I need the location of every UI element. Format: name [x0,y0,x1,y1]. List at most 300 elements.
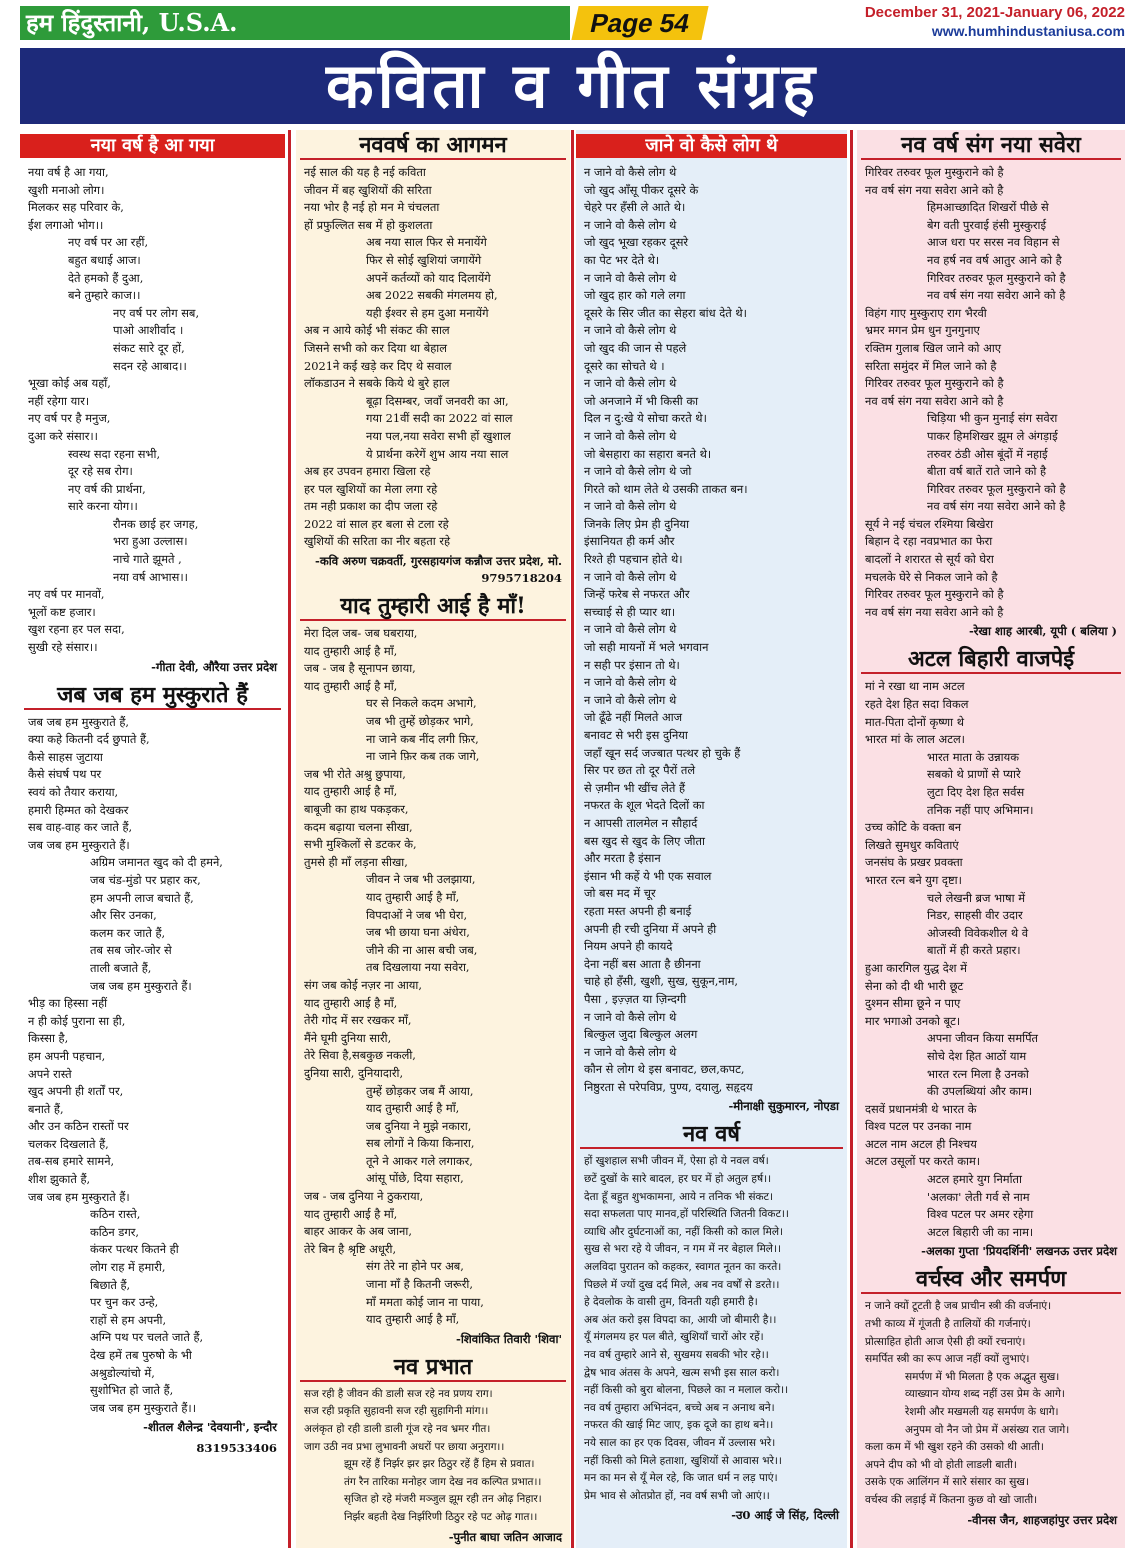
poem-line: तेरे सिवा है,सबकुछ नकली, [304,1048,416,1063]
poem-line: बातों में ही करते प्रहार। [927,943,1021,958]
poem-line: न जाने वो कैसे लोग थे [584,165,677,179]
poem-title: नव वर्ष [580,1121,843,1149]
poem-line: सच्चाई से ही प्यार था। [584,604,676,619]
poem-line: भरा हुआ उल्लास। [113,534,188,549]
poem-line: निडर, साहसी वीर उदार [927,908,1023,923]
poem-line: विश्व पटल पर अमर रहेगा [927,1207,1034,1222]
poem-line: यूँ मंगलमय हर पल बीते, खुशियाँ चारों ओर रहें। [584,1331,764,1344]
poem-line: तब दिखलाया नया सवेरा, [366,960,470,975]
poem-line: नया पल,नया सवेरा सभी हों खुशाल [366,428,511,443]
poem-line: बनाते हैं, [28,1101,64,1116]
poem-body [857,1298,1125,1509]
poem-line: न जाने वो कैसे लोग थे [584,323,677,338]
poem-line: घर से निकले कदम अभागे, [366,696,477,711]
poem-line: न जाने वो कैसे लोग थे [584,692,677,707]
poem-body [296,625,570,1329]
column-divider [288,130,291,1548]
poem-line: इंसान भी कहें ये भी एक सवाल [584,868,712,883]
poem-line: न ही कोई पुराना सा ही, [28,1013,126,1028]
poem-line: लिखते सुमधुर कविताएं [865,837,959,852]
poem-line: ये प्रार्थना करेगें शुभ आय नया साल [366,446,509,461]
poem-line: चलकर दिखलाते हैं, [28,1136,109,1151]
poem-line: लोग राह में हमारी, [90,1260,166,1275]
poem-line: गया 21वीं सदी का 2022 वां साल [366,411,513,426]
poem-title: जाने वो कैसे लोग थे [576,134,847,158]
poem-line: नव हर्ष नव वर्ष आतुर आने को है [927,252,1062,267]
poem-title: नववर्ष का आगमन [300,132,566,160]
poem-line: गिरिवर तरुवर फूल मुस्कुराने को है [865,165,1004,179]
poem-line: न जाने वो कैसे लोग थे [584,217,677,232]
poem-line: कलम कर जाते हैं, [90,925,166,940]
poem-author: -पुनीत बाघा जतिन आजाद [448,1529,562,1544]
poem-line: न जाने वो कैसे लोग थे [584,622,677,637]
poem-line: सुखी रहे संसार।। [28,640,98,655]
poem-line: अटल हमारे युग निर्माता [927,1172,1022,1187]
poem-body [576,164,847,1096]
column-3 [576,130,847,1548]
poem-line: तम नही प्रकाश का दीप जला रहे [304,499,438,514]
poem-line: दूसरे के सिर जीत का सेहरा बांध देते थे। [584,305,747,320]
poem-line: भारत रत्न बने युग दृष्टा। [865,872,962,887]
poem-line: बाहर आकर के अब जाना, [304,1224,412,1239]
poem-line: बेग वती पुरवाई हंसी मुस्कुराई [927,217,1047,232]
poem-line: समर्पित स्त्री का रूप आज नहीं क्यों लुभाएं। [865,1353,1030,1366]
poem-line: याद तुम्हारी आई है माँ, [366,889,460,904]
poem-line: अब न आये कोई भी संकट की साल [304,323,450,338]
poem-line: रहते देश हित सदा विकल [865,697,969,712]
poem-title: नया वर्ष है आ गया [20,134,285,158]
poem-line: सभी मुश्किलों से डटकर के, [304,837,417,852]
poem-line: जो खुद भूखा रहकर दूसरे [584,235,689,250]
poem-line: अब नया साल फिर से मनायेंगे [366,235,487,250]
poem-line: नव वर्ष संग नया सवेरा आने को है [927,499,1066,514]
poem-line: तनिक नहीं पाए अभिमान। [927,802,1034,817]
poem-line: भारत माता के उन्नायक [927,749,1019,764]
poem-line: चेहरे पर हँसी ले आते थे। [584,200,686,215]
poem-line: चाहे हो हँसी, खुशी, सुख, सुकून,नाम, [584,974,739,989]
poem-line: मेरा दिल जब- जब घबराया, [304,626,418,641]
poem-line: कला कम में भी खुश रहने की उसको थी आती। [865,1441,1044,1454]
poem-line: न जाने वो कैसे लोग थे [584,428,677,443]
poem-line: बस खुद से खुद के लिए जीता [584,833,705,848]
poem-line: और मरता है इंसान [584,851,661,866]
poem-line: नये साल का हर एक दिवस, जीवन में उल्लास भरे। [584,1436,776,1449]
poem-author: -शिवांकित तिवारी 'शिवा' [456,1331,562,1346]
poem-line: हुआ कारगिल युद्ध देश में [865,960,967,975]
poem-line: देना नहीं बस आता है छीनना [584,956,701,971]
poem-author: -अलका गुप्ता 'प्रियदर्शिनी' लखनऊ उत्तर प्रदेश [921,1244,1117,1259]
poem-line: नया भोर है नई हो मन मे चंचलता [304,200,440,215]
poem-line: छटें दुखों के सारे बादल, हर घर में हो अतुल हर्ष।। [584,1173,772,1186]
poem-line: कठिन डगर, [90,1224,140,1239]
poem-line: दुश्मन सीमा छूने न पाए [865,996,961,1011]
poem-line: दिल न दु:खे ये सोचा करते थे। [584,411,707,426]
poem-line: समर्पण में भी मिलता है एक अद्भुत सुख। [905,1370,1060,1383]
poem-line: राहों से हम अपनी, [90,1312,167,1327]
poem-line: सेना को दी थी भारी छूट [865,978,964,993]
poem-line: नियम अपने ही कायदे [584,939,673,954]
poem-line: आज धरा पर सरस नव विहान से [927,235,1060,250]
poem-line: से ज़मीन भी खींच लेते हैं [584,780,686,795]
poem-line: वर्चस्व की लड़ाई में कितना कुछ वो खो जाती। [865,1493,1038,1506]
poem-line: नहीं रहेगा यार। [28,393,90,408]
poem-line: नए वर्ष पर आ रहीं, [68,235,149,250]
poem-line: पिछले में ज्यों दुख दर्द मिले, अब नव वर्षों से डरते।। [584,1278,780,1291]
column-divider [571,130,574,1548]
poem-line: और सिर उनका, [90,908,157,923]
column-divider [850,130,853,1548]
poem-line: ताली बजाते हैं, [90,960,152,975]
poem-line: सूर्य ने नई चंचल रश्मिया बिखेरा [865,516,994,531]
poem-line: कैसे संघर्ष पथ पर [28,767,102,782]
poem-line: नए वर्ष पर मानवों, [28,587,105,602]
page-header [20,4,1125,42]
poem-line: अपने दीप को भी वो होती लाडली बाती। [865,1458,1017,1471]
poem-line: जब चंड-मुंडो पर प्रहार कर, [90,872,201,887]
website-link[interactable]: www.humhindustaniusa.com [931,23,1125,39]
poem-line: जीवन ने जब भी उलझाया, [366,872,476,887]
poem-line: न जाने वो कैसे लोग थे [584,1009,677,1024]
poem-author: -मीनाक्षी सुकुमारन, नोएडा [728,1099,839,1114]
poem-line: देख हमें तब पुरुषो के भी [90,1348,192,1362]
column-2 [296,130,570,1548]
poem-line: नए वर्ष की प्रार्थना, [68,481,146,496]
poem-line: देते हमको हैं दुआ, [68,270,144,285]
poem-line: दसवें प्रधानमंत्री थे भारत के [865,1101,977,1116]
poem-line: झूम रहें हैं निर्झर झर झर ठिठुर रहें हैं हिम से प्रवात। [344,1458,535,1471]
poem-line: रहता मस्त अपनी ही बनाई [584,903,692,918]
poem-line: दूर रहे सब रोग। [68,464,133,479]
poem-body [857,164,1125,621]
poem-line: सोचे देश हित आठों याम [927,1048,1027,1063]
poem-line: रक्तिम गुलाब खिल जाने को आए [865,340,1002,355]
poem-line: तभी काव्य में गूंजती है तालियों की गर्जनाएं। [865,1318,1031,1331]
poem-line: तुमसे ही माँ लड़ना सीखा, [304,854,408,869]
poem-line: अनुपम वो नैन जो प्रेम में असंख्य रात जागे। [905,1423,1070,1436]
poem-line: अपनें कर्तव्यों को याद दिलायेंगे [366,270,491,285]
poem-line: अटल नाम अटल ही निश्चय [865,1136,977,1151]
poem-line: जनसंघ के प्रखर प्रवक्ता [865,855,963,870]
poem-line: भीड़ का हिस्सा नहीं [28,996,108,1011]
poem-line: विपदाओं ने जब भी घेरा, [366,907,468,922]
poem-line: न आपसी तालमेल न सौहार्द [584,815,698,830]
poem-line: देता हूँ बहुत शुभकामना, आये न तनिक भी संकट। [584,1190,774,1203]
poem-line: नाचे गाते झूमते , [113,552,182,567]
poem-line: सृजित हो रहे मंजरी मञ्जुल झूम रही तन ओढ़ निहार। [344,1493,542,1506]
poem-line: गिरिवर तरुवर फूल मुस्कुराने को है [865,376,1004,391]
section-banner: कविता व गीत संग्रह [20,48,1125,124]
poem-line: सज रही प्रकृति सुहावनी सज रही सुहागिनी मांग।। [304,1405,489,1418]
poem-line: बिहान दे रहा नवप्रभात का फेरा [865,534,993,549]
poem-author: -रेखा शाह आरबी, यूपी ( बलिया ) [968,624,1117,639]
poem-author: -वीनस जैन, शाहजहांपुर उत्तर प्रदेश [967,1512,1117,1527]
poem-line: द्वेष भाव अंतस के अपने, खत्म सभी इस साल करो। [584,1366,780,1379]
poem-line: अब अंत करो इस विपदा का, आयी जो बीमारी है।। [584,1313,777,1326]
poem-line: बीता वर्ष बातें राते जाने को है [927,464,1047,479]
poem-line: बादलों ने शरारत से सूर्य को घेरा [865,552,994,567]
poem-line: अब हर उपवन हमारा खिला रहे [304,464,431,479]
poem-line: न जाने क्यों टूटती है जब प्राचीन स्त्री की वर्जनाएं। [865,1300,1052,1313]
poem-line: याद तुम्हारी आई है माँ, [304,678,398,693]
poem-line: नए वर्ष पर लोग सब, [113,305,200,320]
poem-line: नई साल की यह है नई कविता [304,165,426,179]
poem-line: निर्झर बहती देख निर्झरिणी ठिठुर रहे पट ओढ़ गात।। [344,1510,538,1523]
issue-dates [865,4,1125,40]
poem-author: -गीता देवी, औरैया उत्तर प्रदेश [151,659,277,674]
poem-line: बहुत बधाई आज। [68,252,141,267]
poem-line: हमारी हिम्मत को देखकर [28,802,129,817]
poem-line: व्याख्यान योग्य शब्द नहीं उस प्रेम के आगे। [905,1388,1065,1401]
poem-line: कदम बढ़ाया चलना सीखा, [304,819,413,834]
poem-line: नया वर्ष आभास।। [113,569,188,584]
poem-line: 'अलका' लेती गर्व से नाम [927,1189,1030,1204]
poem-line: क्या कहे कितनी दर्द छुपाते हैं, [28,732,150,747]
poem-line: तेरी गोद में सर रखकर माँ, [304,1013,412,1028]
poem-line: जिसने सभी को कर दिया था बेहाल [304,340,447,355]
poem-line: न जाने वो कैसे लोग थे [584,270,677,285]
poem-line: नहीं किसी को मिले हताशा, खुशियों से आवास भरे।। [584,1454,782,1467]
poem-line: हों खुशहाल सभी जीवन में, ऐसा हो ये नवल वर्ष। [584,1155,769,1168]
poem-line: व्याधि और दुर्घटनाओं का, नहीं किसी को काल मिले। [584,1225,784,1238]
poem-line: अपनी ही रची दुनिया में अपने ही [584,921,717,936]
poem-line: जब जब हम मुस्कुराते हैं। [28,837,130,852]
poem-line: मां ने रखा था नाम अटल [865,679,965,694]
poem-line: मार भगाओ उनको बूट। [865,1013,961,1028]
poem-line: गिरिवर तरुवर फूल मुस्कुराने को है [865,587,1004,602]
poem-line: तूने ने आकर गले लगाकर, [366,1153,473,1168]
poem-line: तंग रैन तारिका मनोहर जाग देख नव कल्पित प्रभात।। [344,1475,542,1488]
poem-line: हम अपनी लाज बचाते हैं, [90,890,194,905]
poem-line: न जाने वो कैसे लोग थे [584,499,677,514]
poem-line: ईश लगाओ भोग।। [28,217,104,232]
poem-line: याद तुम्हारी आई है माँ, [304,784,398,799]
poem-line: जो ढूँढे नहीं मिलते आज [584,710,683,725]
poem-line: हे देवलोक के वासी तुम, विनती यही हमारी है। [584,1296,758,1309]
poem-line: अपने रास्ते [28,1066,72,1081]
poem-line: अग्रिम जमानत खुद को दी हमने, [90,855,223,870]
poem-line: गिरते को थाम लेते थे उसकी ताकत बन। [584,481,748,496]
poem-body [857,678,1125,1241]
poem-line: रेशमी और मखमली यह समर्पण के धागे। [905,1406,1059,1418]
poem-line: का पेट भर देते थे। [584,252,660,267]
poem-line: नव वर्ष संग नया सवेरा आने को है [865,604,1004,619]
poem-line: अटल बिहारी जी का नाम। [927,1224,1034,1239]
poem-line: अलविदा पुरातन को कहकर, स्वागत नूतन का करते। [584,1261,782,1274]
poem-body [296,164,570,551]
poem-line: पर चुन कर उन्हे, [90,1295,159,1310]
poem-line: याद तुम्हारी आई है माँ, [304,995,398,1010]
poem-line: पैसा , इज़्ज़त या ज़िन्दगी [584,991,687,1006]
poem-line: सदन रहे आबाद।। [113,358,187,373]
poem-line: प्रोत्साहित होती आज ऐसी ही क्यों रचनाएं। [865,1335,1026,1348]
poem-line: सदा सफलता पाए मानव,हों परिस्थिति जितनी विकट।। [584,1208,789,1221]
poem-line: मचलके घेरे से निकल जाने को है [865,569,998,584]
poem-line: जब - जब है सूनापन छाया, [304,661,416,676]
poem-line: न सही पर इंसान तो थे। [584,657,680,672]
poem-line: सबको थे प्राणों से प्यारे [927,767,1021,782]
poem-line: बूढ़ा दिसम्बर, जवाँ जनवरी का आ, [366,393,509,408]
poem-line: लुटा दिए देश हित सर्वस [927,785,1025,799]
poem-line: मन का मन से यूँ मेल रहे, कि जात धर्म न लड़ पाएं। [584,1472,778,1485]
poem-line: भूखा कोई अब यहाँ, [28,376,111,391]
poem-line: जो बेसहारा का सहारा बनते थे। [584,446,712,461]
poem-line: जब भी तुम्हें छोड़कर भागे, [366,714,474,729]
poem-title: वर्चस्व और समर्पण [861,1266,1121,1294]
poem-line: जहाँ खून सर्द जज्बात पत्थर हो चुके हैं [584,745,741,760]
poem-title: नव वर्ष संग नया सवेरा [861,132,1121,160]
poem-line: सज रही है जीवन की डाली सज रहे नव प्रणय राग। [304,1387,493,1400]
poem-body [20,714,285,1418]
poem-line: 2021ने कई खड़े कर दिए थे सवाल [304,358,452,373]
poem-line: उच्च कोटि के वक्ता बन [865,820,962,835]
poem-line: अश्रुडोल्यांचो में, [90,1365,155,1380]
poem-line: जब जब हम मुस्कुराते हैं। [90,978,192,993]
poem-line: नया वर्ष है आ गया, [28,165,109,179]
column-4 [857,130,1125,1548]
poem-title: नव प्रभात [300,1354,566,1382]
poem-line: संकट सारे दूर हों, [113,340,185,355]
poem-line: जो खुद की जान से पहले [584,340,687,355]
poem-line: प्रेम भाव से ओतप्रोत हों, नव वर्ष सभी जो आएं।। [584,1489,770,1502]
poem-line: बिल्कुल जुदा बिल्कुल अलग [584,1027,698,1042]
poem-line: मात-पिता दोनों कृष्णा थे [865,714,964,729]
poem-line: जब जब हम मुस्कुराते हैं। [28,1189,130,1204]
poem-line: चिड़िया भी कुन मुनाई संग सवेरा [927,411,1058,426]
poem-line: जिन्हें फरेब से नफरत और [584,587,690,602]
poem-line: जब - जब दुनिया ने ठुकराया, [304,1189,424,1204]
poem-line: आंसू पोंछे, दिया सहारा, [366,1171,464,1186]
poem-line: भ्रमर मगन प्रेम धुन गुनगुनाए [865,323,980,338]
poem-line: तब-सब हमारे सामने, [28,1154,115,1169]
poem-line: नहीं किसी को बुरा बोलना, पिछले का न मलाल करो।। [584,1384,789,1397]
poem-line: तुम्हें छोड़कर जब मैं आया, [366,1083,474,1098]
newspaper-name: हम हिंदुस्तानी, U.S.A. [20,6,570,40]
poem-line: उसके एक आलिंगन में सारे संसार का सुख। [865,1476,1029,1489]
author-phone: 8319533406 [196,1441,277,1456]
poem-line: जब भी छाया घना अंधेरा, [366,925,470,940]
poem-line: 2022 वां साल हर बला से टला रहे [304,516,449,531]
poem-line: विहंग गाए मुस्कुराए राग भैरवी [865,305,987,320]
poem-line: भारत रत्न मिला है उनको [927,1066,1029,1081]
poem-line: अग्नि पथ पर चलते जाते हैं, [90,1330,204,1345]
poem-line: नफरत के शूल भेदते दिलों का [584,798,705,813]
poem-line: जब दुनिया ने मुझे नकारा, [366,1118,472,1133]
poem-line: नव वर्ष संग नया सवेरा आने को है [865,393,1004,408]
poem-line: बिछाते हैं, [90,1277,131,1292]
poem-line: शीश झुकाते हैं, [28,1172,91,1187]
poem-line: अपना जीवन किया समर्पित [927,1031,1039,1046]
poem-line: हों प्रफुल्लित सब में हो कुशलता [304,217,433,232]
poem-author: -कवि अरुण चक्रवर्ती, गुरसहायगंज कन्नौज उत्तर प्रदेश, मो. 9795718204 [315,554,562,586]
poem-line: दुनिया सारी, दुनियादारी, [304,1065,404,1080]
poem-line: सुख से भरा रहे ये जीवन, न गम में नर बेहाल मिले।। [584,1243,782,1256]
poem-line: गिरिवर तरुवर फूल मुस्कुराने को है [927,270,1066,285]
poem-line: विश्व पटल पर उनका नाम [865,1119,972,1134]
poem-line: जो खुद आँसू पीकर दूसरे के [584,182,699,197]
poem-line: और उन कठिन रास्तों पर [28,1119,129,1134]
poem-line: रौनक छाई हर जगह, [113,516,199,531]
poem-line: खुशियों की सरिता का नीर बहता रहे [304,534,451,549]
poem-line: याद तुम्हारी आई है माँ, [366,1312,460,1327]
poem-line: माँ ममता कोई जान ना पाया, [366,1294,484,1309]
poem-line: कठिन रास्ते, [90,1207,141,1222]
poem-line: न जाने वो कैसे लोग थे [584,675,677,690]
poem-line: सारे करना योग।। [68,499,138,514]
poem-title: अटल बिहारी वाजपेई [861,646,1121,674]
poem-line: दुआ करे संसार।। [28,428,98,443]
poem-line: यही ईश्वर से हम दुआ मनायेंगे [366,305,489,320]
poem-line: जो सही मायनों में भले भगवान [584,640,709,655]
poem-line: याद तुम्हारी आई है माँ, [304,1206,398,1221]
poem-line: बाबूजी का हाथ पकड़कर, [304,802,409,816]
poem-line: न जाने वो कैसे लोग थे [584,569,677,584]
poem-line: जब जब हम मुस्कुराते हैं।। [90,1400,197,1415]
poem-line: भारत मां के लाल अटल। [865,732,965,747]
poem-line: संग तेरे ना होने पर अब, [366,1259,464,1274]
poem-line: जो खुद हार को गले लगा [584,288,686,303]
poem-line: संग जब कोई नज़र ना आया, [304,977,422,992]
poem-line: पाओ आशीर्वाद । [113,323,184,338]
poem-author: -उ0 आई जे सिंह, दिल्ली [731,1508,839,1523]
poem-line: सिर पर छत तो दूर पैरों तले [584,763,696,778]
poem-line: गिरिवर तरुवर फूल मुस्कुराने को है [927,481,1066,496]
poem-line: की उपलब्धियां और काम। [927,1084,1033,1099]
poem-line: अब 2022 सबकी मंगलमय हो, [366,288,498,303]
poem-line: सुशोभित हो जाते हैं, [90,1383,174,1398]
poem-line: लॉकडाउन ने सबके किये थे बुरे हाल [304,376,450,391]
poem-title: जब जब हम मुस्कुराते हैं [24,682,281,710]
poem-line: मिलकर सह परिवार के, [28,200,124,215]
poem-line: सब लोगों ने किया किनारा, [366,1136,475,1151]
poem-line: जब भी रोते अश्रु छुपाया, [304,766,406,781]
poem-line: बने तुम्हारे काज।। [68,288,141,303]
poem-line: अलंकृत हो रही डाली डाली गूंज रहे नव भ्रमर गीत। [304,1423,491,1435]
poem-line: हम अपनी पहचान, [28,1048,106,1063]
poem-line: नव वर्ष तुम्हारे आने से, सुखमय सबकी भोर रहे।। [584,1349,769,1361]
poem-body [576,1153,847,1505]
poem-line: दूसरे का सोचते थे । [584,358,665,373]
poem-line: कंकर पत्थर कितने ही [90,1242,179,1257]
poem-line: जीने की ना आस बची जब, [366,942,478,957]
poem-body [20,164,285,657]
poem-line: न जाने वो कैसे लोग थे [584,1044,677,1059]
poem-line: जो अनजाने में भी किसी का [584,393,699,408]
poem-line: हर पल खुशियों का मेला लगा रहे [304,481,438,496]
poem-line: याद तुम्हारी आई है माँ, [304,643,398,658]
poem-line: खुद अपनी ही शर्तों पर, [28,1084,124,1099]
poem-line: याद तुम्हारी आई है माँ, [366,1101,460,1116]
poem-line: नफरत की खाई मिट जाए, इक दूजे का हाथ बने।। [584,1419,774,1432]
poem-line: नव वर्ष तुम्हारा अभिनंदन, बच्चे अब न अनाथ बने। [584,1401,775,1414]
poem-line: सब वाह-वाह कर जाते हैं, [28,820,133,835]
poem-line: कैसे साहस जुटाया [28,749,103,764]
issue-date-range: December 31, 2021-January 06, 2022 [864,4,1125,21]
column-1 [20,130,285,1548]
poem-line: इंसानियत ही कर्म और [584,534,675,549]
poem-line: तब सब जोर-जोर से [90,943,172,958]
poem-line: जीवन में बह खुशियों की सरिता [304,182,432,197]
poem-line: मैंने घूमी दुनिया सारी, [304,1030,392,1045]
poem-line: ना जाने कब नींद लगी फ़िर, [366,731,479,746]
poem-line: फिर से सोई खुशियां जगायेंगे [366,252,482,267]
poem-line: जाना माँ है कितनी जरूरी, [366,1277,473,1292]
poem-line: हिमआच्छादित शिखरों पीछे से [927,200,1049,215]
poem-line: पाकर हिमशिखर झूम ले अंगड़ाई [927,428,1058,443]
poem-line: तेरे बिन है श्रृष्टि अधूरी, [304,1241,397,1256]
poem-body [296,1386,570,1527]
poem-line: चले लेखनी ब्रज भाषा में [927,890,1026,905]
poem-line: नव वर्ष संग नया सवेरा आने को है [927,288,1066,303]
